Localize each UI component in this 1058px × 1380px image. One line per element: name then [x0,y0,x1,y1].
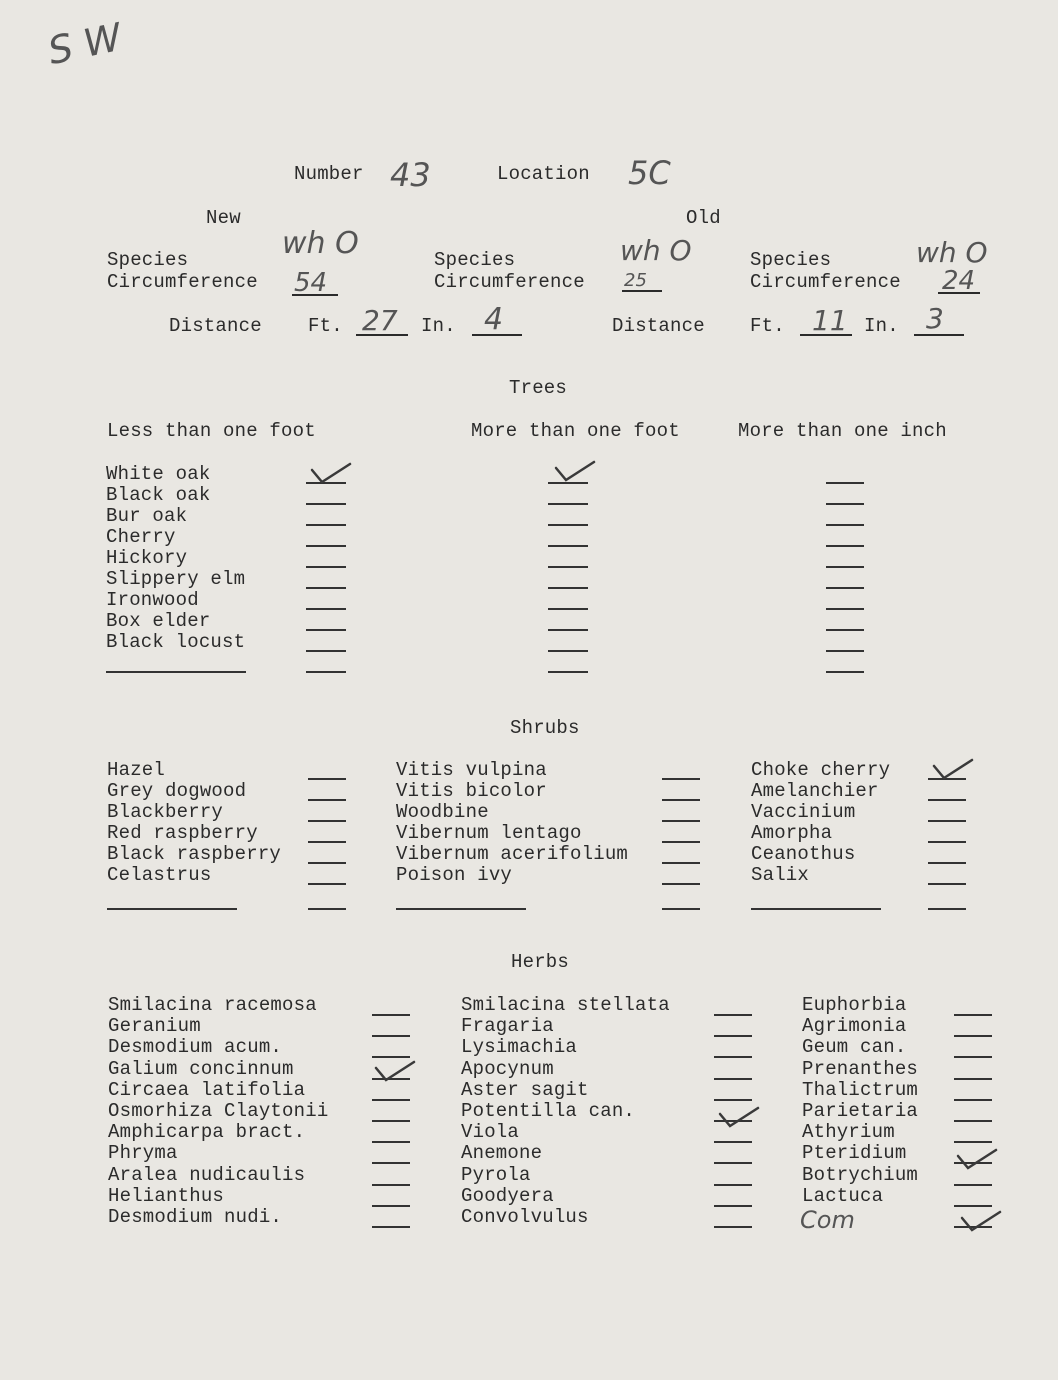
tree-blank-less-than-foot[interactable] [306,566,346,568]
shrub-blank[interactable] [308,799,346,801]
check-choke-cherry [930,756,976,787]
herb-name: Prenanthes [802,1058,919,1080]
tree-blank-less-than-foot[interactable] [306,587,346,589]
tree-blank-more-than-foot[interactable] [548,566,588,568]
shrub-write-in-line[interactable] [107,908,237,910]
shrub-blank[interactable] [928,841,966,843]
herb-blank[interactable] [372,1226,410,1228]
shrub-name: Amorpha [751,822,833,844]
old1-circumference-line [622,290,662,292]
corner-mark: S W [44,14,126,74]
herb-blank[interactable] [372,1205,410,1207]
herb-name: Smilacina racemosa [108,994,317,1016]
herb-blank[interactable] [714,1035,752,1037]
old1-species-label: Species [434,249,516,271]
shrub-name: Celastrus [107,864,212,886]
new-species-value: wh O [282,226,359,261]
shrub-blank[interactable] [662,841,700,843]
trees-col3-header: More than one inch [738,420,947,442]
tree-blank-more-than-inch[interactable] [826,482,864,484]
herb-name: Desmodium nudi. [108,1206,283,1228]
old-column-heading: Old [686,207,721,229]
herb-name: Pyrola [461,1164,531,1186]
shrub-blank[interactable] [308,841,346,843]
tree-blank-more-than-foot[interactable] [548,650,588,652]
shrub-write-in-line[interactable] [751,908,881,910]
old2-circumference-line [938,292,980,294]
herb-name: Helianthus [108,1185,225,1207]
tree-blank-more-than-inch[interactable] [826,650,864,652]
shrub-blank[interactable] [308,778,346,780]
shrub-name: Red raspberry [107,822,258,844]
shrub-blank[interactable] [662,908,700,910]
new-species-label: Species [107,249,189,271]
tree-blank-more-than-inch[interactable] [826,524,864,526]
shrub-blank[interactable] [928,799,966,801]
herb-blank[interactable] [372,1184,410,1186]
old-in-label: In. [864,315,899,337]
new-ft-label: Ft. [308,315,343,337]
tree-name: White oak [106,463,211,485]
tree-blank-less-than-foot[interactable] [306,503,346,505]
shrub-blank[interactable] [308,883,346,885]
tree-blank-more-than-inch[interactable] [826,671,864,673]
old-in-value: 3 [926,302,944,335]
shrub-blank[interactable] [308,908,346,910]
herb-name: Agrimonia [802,1015,907,1037]
old2-species-value: wh O [916,236,988,269]
shrub-blank[interactable] [662,778,700,780]
shrub-name: Vibernum acerifolium [396,843,629,865]
herb-name: Thalictrum [802,1079,919,1101]
tree-blank-less-than-foot[interactable] [306,650,346,652]
herb-blank[interactable] [954,1099,992,1101]
tree-blank-more-than-foot[interactable] [548,503,588,505]
shrub-blank[interactable] [662,820,700,822]
herb-name: Athyrium [802,1121,895,1143]
herb-blank[interactable] [714,1162,752,1164]
new-in-label: In. [421,315,456,337]
trees-title: Trees [509,377,568,399]
tree-blank-more-than-foot[interactable] [548,629,588,631]
old2-circumference-value: 24 [942,266,976,296]
herb-name: Smilacina stellata [461,994,670,1016]
herb-name: Osmorhiza Claytonii [108,1100,329,1122]
tree-blank-more-than-foot[interactable] [548,671,588,673]
herb-name: Desmodium acum. [108,1036,283,1058]
shrub-name: Woodbine [396,801,489,823]
tree-blank-more-than-inch[interactable] [826,629,864,631]
herbs-handwritten-extra: Com [800,1206,855,1234]
shrub-blank[interactable] [928,862,966,864]
herb-name: Pteridium [802,1142,907,1164]
herb-blank[interactable] [714,1205,752,1207]
shrub-name: Black raspberry [107,843,282,865]
shrub-name: Blackberry [107,801,224,823]
new-distance-label: Distance [169,315,262,337]
shrub-name: Vitis vulpina [396,759,547,781]
herb-name: Geranium [108,1015,201,1037]
herb-blank[interactable] [954,1184,992,1186]
tree-blank-less-than-foot[interactable] [306,608,346,610]
herb-name: Galium concinnum [108,1058,294,1080]
shrub-name: Amelanchier [751,780,879,802]
shrub-name: Hazel [107,759,166,781]
number-label: Number [294,163,364,185]
herb-blank[interactable] [954,1141,992,1143]
old1-species-value: wh O [620,234,692,267]
herb-blank[interactable] [372,1141,410,1143]
tree-blank-less-than-foot[interactable] [306,671,346,673]
old2-species-label: Species [750,249,832,271]
old-ft-label: Ft. [750,315,785,337]
herb-blank[interactable] [714,1141,752,1143]
old-ft-value: 11 [812,304,848,337]
herb-blank[interactable] [714,1184,752,1186]
herb-blank[interactable] [372,1099,410,1101]
tree-blank-more-than-foot[interactable] [548,587,588,589]
new-in-line [472,334,522,336]
shrubs-title: Shrubs [510,717,580,739]
herb-blank[interactable] [954,1205,992,1207]
shrub-name: Grey dogwood [107,780,247,802]
tree-name: Slippery elm [106,568,246,590]
tree-blank-more-than-inch[interactable] [826,566,864,568]
herb-blank[interactable] [714,1226,752,1228]
herb-name: Aster sagit [461,1079,589,1101]
shrub-name: Vitis bicolor [396,780,547,802]
herb-name: Lactuca [802,1185,884,1207]
tree-blank-more-than-foot[interactable] [548,524,588,526]
shrub-name: Salix [751,864,810,886]
old2-circumference-label: Circumference [750,271,901,293]
tree-blank-more-than-foot[interactable] [548,545,588,547]
check-pteridium [954,1146,1000,1177]
old1-circumference-label: Circumference [434,271,585,293]
herb-blank[interactable] [954,1056,992,1058]
tree-name: Black oak [106,484,211,506]
tree-blank-more-than-inch[interactable] [826,608,864,610]
shrub-name: Vaccinium [751,801,856,823]
tree-name: Cherry [106,526,176,548]
shrub-blank[interactable] [308,820,346,822]
herb-name: Botrychium [802,1164,919,1186]
tree-blank-less-than-foot[interactable] [306,629,346,631]
check-galium-concinnum [372,1058,418,1089]
herb-blank[interactable] [954,1078,992,1080]
new-ft-value: 27 [362,304,398,337]
shrub-blank[interactable] [662,883,700,885]
herb-blank[interactable] [372,1120,410,1122]
location-value: 5C [628,154,671,192]
tree-blank-less-than-foot[interactable] [306,524,346,526]
shrub-blank[interactable] [928,908,966,910]
tree-name: Ironwood [106,589,199,611]
tree-blank-more-than-inch[interactable] [826,587,864,589]
herb-name: Phryma [108,1142,178,1164]
old-ft-line [800,334,852,336]
check-white-oak-less-than-foot [308,460,354,491]
shrub-name: Ceanothus [751,843,856,865]
herb-name: Euphorbia [802,994,907,1016]
herb-blank[interactable] [954,1014,992,1016]
shrub-blank[interactable] [662,862,700,864]
herb-name: Aralea nudicaulis [108,1164,306,1186]
check-potentilla-can [716,1104,762,1135]
tree-blank-more-than-inch[interactable] [826,545,864,547]
new-circumference-value: 54 [294,268,328,298]
herb-name: Geum can. [802,1036,907,1058]
herb-blank[interactable] [714,1014,752,1016]
herb-name: Viola [461,1121,520,1143]
herb-name: Lysimachia [461,1036,578,1058]
herb-blank[interactable] [372,1162,410,1164]
old1-circumference-value: 25 [624,270,647,291]
herbs-title: Herbs [511,951,570,973]
herb-name: Potentilla can. [461,1100,636,1122]
herb-name: Fragaria [461,1015,554,1037]
herb-name: Goodyera [461,1185,554,1207]
tree-write-in-line[interactable] [106,671,246,673]
shrub-name: Poison ivy [396,864,513,886]
shrub-blank[interactable] [928,820,966,822]
new-ft-line [356,334,408,336]
herb-blank[interactable] [954,1035,992,1037]
shrub-write-in-line[interactable] [396,908,526,910]
herb-name: Apocynum [461,1058,554,1080]
herb-blank[interactable] [714,1099,752,1101]
number-value: 43 [390,156,431,194]
herb-name: Parietaria [802,1100,919,1122]
new-in-value: 4 [484,302,504,337]
check-handwritten-extra [958,1208,1004,1239]
check-white-oak-more-than-foot [552,458,598,489]
herb-name: Circaea latifolia [108,1079,306,1101]
shrub-blank[interactable] [662,799,700,801]
herb-blank[interactable] [714,1078,752,1080]
tree-name: Black locust [106,631,246,653]
shrub-blank[interactable] [308,862,346,864]
herb-blank[interactable] [714,1056,752,1058]
tree-blank-more-than-inch[interactable] [826,503,864,505]
herb-name: Amphicarpa bract. [108,1121,306,1143]
shrub-name: Vibernum lentago [396,822,582,844]
tree-name: Hickory [106,547,188,569]
tree-blank-more-than-foot[interactable] [548,608,588,610]
tree-name: Bur oak [106,505,188,527]
new-circumference-label: Circumference [107,271,258,293]
herb-name: Anemone [461,1142,543,1164]
new-column-heading: New [206,207,241,229]
herb-name: Convolvulus [461,1206,589,1228]
old-distance-label: Distance [612,315,705,337]
tree-blank-less-than-foot[interactable] [306,545,346,547]
new-circumference-line [292,294,338,296]
old-in-line [914,334,964,336]
location-label: Location [497,163,590,185]
shrub-name: Choke cherry [751,759,891,781]
tree-name: Box elder [106,610,211,632]
trees-col2-header: More than one foot [471,420,680,442]
herb-blank[interactable] [372,1014,410,1016]
herb-blank[interactable] [372,1035,410,1037]
trees-col1-header: Less than one foot [107,420,316,442]
herb-blank[interactable] [954,1120,992,1122]
shrub-blank[interactable] [928,883,966,885]
